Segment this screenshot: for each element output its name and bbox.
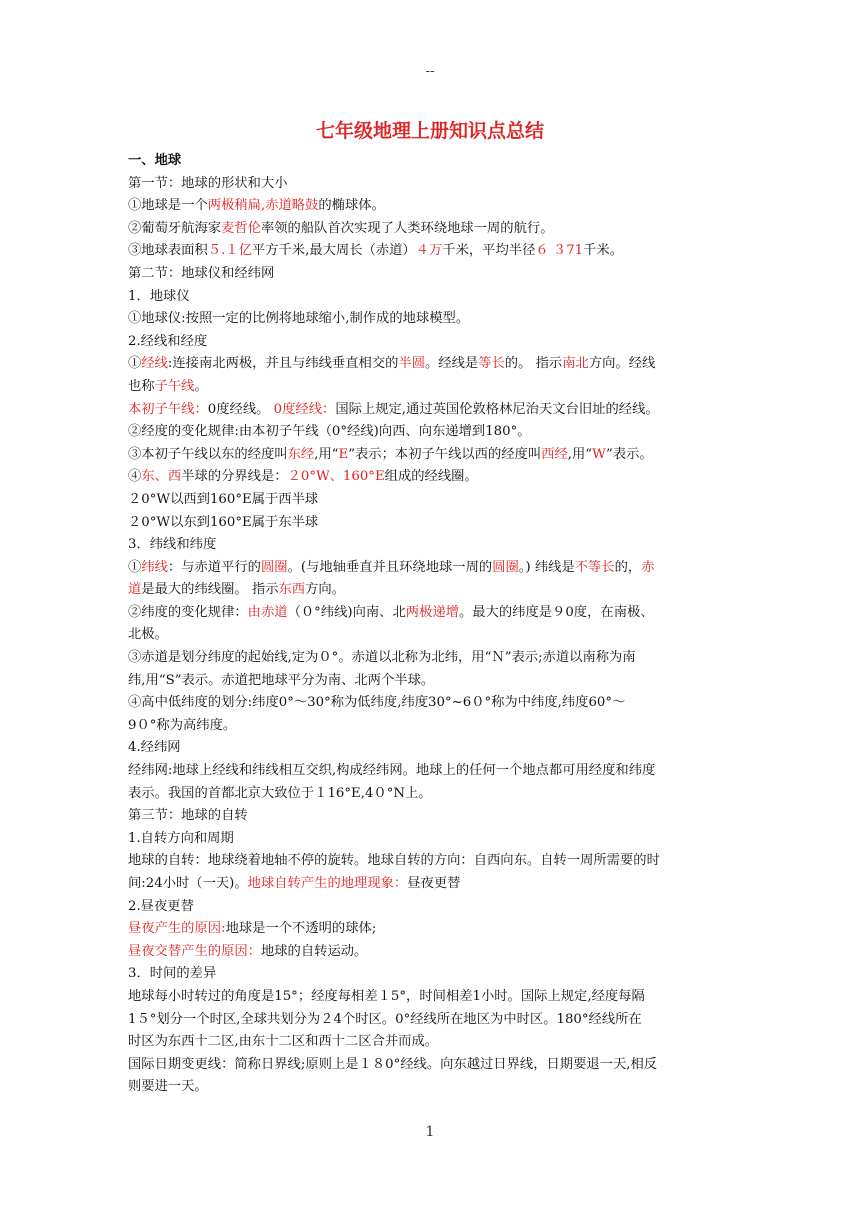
text-line	[128, 963, 736, 986]
highlight-text: ２0°W、160°E	[287, 469, 385, 485]
body-text: ２0°W以西到160°E属于西半球	[128, 491, 319, 507]
text-line	[128, 466, 736, 489]
body-text: ②葡萄牙航海家	[128, 220, 222, 236]
highlight-text: ４万	[415, 243, 443, 259]
text-line	[128, 896, 736, 919]
body-text: ,用“	[314, 446, 339, 462]
body-text: 。	[194, 378, 208, 394]
body-text: 第二节：地球仪和经纬网	[128, 265, 275, 281]
body-text: 3．纬线和纬度	[128, 537, 217, 553]
section-heading: 一、地球	[128, 153, 182, 168]
body-text: 国际上规定,通过英国伦敦格林尼治天文台旧址的经线。	[335, 401, 659, 417]
highlight-text: 东经	[287, 446, 315, 462]
highlight-text: 赤	[641, 559, 655, 575]
body-text: 3．时间的差异	[128, 966, 217, 982]
text-line	[128, 489, 736, 512]
highlight-text: 圆圈	[492, 559, 519, 575]
text-line	[128, 670, 736, 693]
text-line	[128, 240, 736, 263]
highlight-text: 由赤道	[247, 604, 288, 620]
text-line	[128, 760, 736, 783]
text-line	[128, 376, 736, 399]
body-text: ２0°W以东到160°E属于东半球	[128, 514, 319, 530]
body-text: ②纬度的变化规律：	[128, 604, 248, 620]
text-line	[128, 647, 736, 670]
body-text: 地球的自转：地球绕着地轴不停的旋转。地球自转的方向：自西向东。自转一周所需要的时	[128, 853, 660, 869]
highlight-text: 西经	[541, 446, 568, 462]
body-text: ②经度的变化规律:由本初子午线（0°经线)向西、向东递增到180°。	[128, 424, 531, 440]
body-text: （０°纬线)向南、北	[287, 604, 406, 620]
body-text: 纬,用“S”表示。赤道把地球平分为南、北两个半球。	[128, 672, 435, 688]
body-text: 1５°划分一个时区,全球共划分为２4个时区。0°经线所在地区为中时区。180°经线所在	[128, 1011, 642, 1027]
body-text: 则要进一天。	[128, 1079, 208, 1095]
body-text: 间:24小时（一天)。	[128, 876, 248, 891]
body-text: ①地球仪:按照一定的比例将地球缩小,制作成的地球模型。	[128, 311, 470, 327]
highlight-text: 道	[128, 582, 142, 598]
body-text: 时区为东西十二区,由东十二区和西十二区合并而成。	[128, 1034, 439, 1050]
text-line	[128, 421, 736, 444]
text-line	[128, 1054, 736, 1077]
body-text: 率领的船队首次实现了人类环绕地球一周的航行。	[260, 220, 554, 236]
body-text: ”表示；本初子午线以西的经度叫	[348, 446, 542, 462]
document-body	[128, 150, 736, 1099]
body-text: 第三节：地球的自转	[128, 808, 248, 824]
highlight-text: 等长	[478, 356, 505, 372]
text-line	[128, 579, 736, 602]
text-line	[128, 805, 736, 828]
text-line	[128, 308, 736, 331]
body-text: 地球每小时转过的角度是15°；经度每相差１5°，时间相差1小时。国际上规定,经度每隔	[128, 988, 645, 1004]
text-line	[128, 173, 736, 196]
page-title: 七年级地理上册知识点总结	[315, 120, 544, 142]
body-text: 国际日期变更线：简称日界线;原则上是１８0°经线。向东越过日界线，日期要退一天,相反	[128, 1056, 658, 1072]
text-line	[128, 737, 736, 760]
body-text: 1.自转方向和周期	[128, 830, 234, 846]
text-line	[128, 150, 736, 173]
text-line	[128, 353, 736, 376]
body-text: 。) 纬线是	[518, 559, 575, 575]
body-text: 2.经线和经度	[128, 333, 208, 349]
body-text: 地球是一个不透明的球体;	[225, 921, 377, 937]
body-text: ①	[128, 559, 142, 575]
body-text: ④高中低纬度的划分:纬度0°～30°称为低纬度,纬度30°~6０°称为中纬度,纬度60°～	[128, 695, 626, 711]
highlight-text: 东西	[278, 582, 306, 598]
body-text: 。(与地轴垂直并且环绕地球一周的	[287, 559, 493, 575]
body-text: ①	[128, 356, 142, 372]
text-line	[128, 850, 736, 873]
body-text: 经纬网:地球上经线和纬线相互交织,构成经纬网。地球上的任何一个地点都可用经度和纬度	[128, 763, 656, 779]
body-text: 也称	[128, 378, 155, 394]
body-text: ,用“	[567, 446, 593, 462]
body-text: 方向。	[305, 582, 345, 598]
text-line	[128, 828, 736, 851]
highlight-text: 0度经线：	[273, 401, 336, 417]
highlight-text: 本初子午线：	[128, 401, 208, 417]
body-text: ③本初子午线以东的经度叫	[128, 446, 288, 462]
text-line	[128, 715, 736, 738]
body-text: 的椭球体。	[318, 198, 385, 214]
text-line	[128, 512, 736, 535]
body-text: ③地球表面积	[128, 243, 208, 259]
body-text: 组成的经线圈。	[384, 469, 478, 485]
body-text: 0度经线。	[207, 401, 274, 417]
text-line	[128, 263, 736, 286]
text-line	[128, 1009, 736, 1032]
page-number: 1	[425, 1124, 435, 1140]
body-text: 的，	[614, 559, 642, 575]
highlight-text: 不等长	[574, 559, 615, 575]
body-text: 第一节：地球的形状和大小	[128, 175, 288, 191]
highlight-text: 东、西	[141, 469, 182, 485]
body-text: 9０°称为高纬度。	[128, 717, 237, 733]
body-text: 。最大的纬度是９0度，在南极、	[458, 604, 654, 620]
text-line	[128, 1031, 736, 1054]
body-text: 千米，平均半径	[442, 243, 536, 259]
highlight-text: ５.１亿	[207, 243, 252, 259]
text-line	[128, 941, 736, 964]
highlight-text: 地球自转产生的地理现象：	[247, 876, 408, 891]
text-line	[128, 218, 736, 241]
body-text: ③赤道是划分纬度的起始线,定为０°。赤道以北称为北纬，用“Ｎ”表示;赤道以南称为南	[128, 650, 636, 666]
body-text: 平方千米,最大周长（赤道）	[251, 243, 416, 259]
body-text: 方向。经线	[588, 356, 656, 372]
body-text: ”表示。	[606, 446, 653, 462]
highlight-text: 南北	[562, 356, 589, 372]
highlight-text: 纬线	[141, 559, 168, 575]
highlight-text: W	[592, 446, 607, 462]
body-text: ①地球是一个	[128, 198, 208, 214]
body-text: 地球的自转运动。	[260, 943, 368, 959]
text-line	[128, 918, 736, 941]
highlight-text: 圆圈	[260, 559, 288, 575]
highlight-text: 两极稍扁,赤道略鼓	[207, 198, 319, 214]
highlight-text: 经线	[141, 356, 168, 372]
body-text: 是最大的纬线圈。 指示	[141, 582, 279, 598]
body-text: 半球的分界线是：	[181, 469, 288, 485]
highlight-text: 两极递增	[405, 604, 459, 620]
body-text: 北极。	[128, 627, 168, 643]
highlight-text: E	[338, 446, 349, 462]
body-text: 1．地球仪	[128, 288, 190, 304]
text-line	[128, 692, 736, 715]
highlight-text: 昼夜产生的原因:	[128, 921, 226, 937]
page-header: --	[425, 64, 435, 79]
text-line	[128, 444, 736, 467]
body-text: ④	[128, 469, 142, 485]
body-text: ：与赤道平行的	[167, 559, 261, 575]
body-text: 。经线是	[425, 356, 479, 372]
body-text: :连接南北两极，并且与纬线垂直相交的	[167, 356, 399, 372]
text-line	[128, 602, 736, 625]
body-text: 2.昼夜更替	[128, 898, 194, 914]
body-text: 表示。我国的首都北京大致位于１16°E,4０°N上。	[128, 785, 432, 801]
body-text: 的。 指示	[504, 356, 563, 372]
highlight-text: 昼夜交替产生的原因：	[128, 943, 261, 959]
text-line	[128, 286, 736, 309]
body-text: 昼夜更替	[407, 876, 461, 891]
highlight-text: 半圆	[398, 356, 426, 372]
highlight-text: 麦哲伦	[221, 220, 261, 236]
text-line	[128, 331, 736, 354]
highlight-text: 子午线	[154, 378, 195, 394]
text-line	[128, 624, 736, 647]
body-text: 千米。	[583, 243, 624, 259]
highlight-text: ６ ３71	[535, 243, 584, 259]
text-line	[128, 986, 736, 1009]
text-line	[128, 873, 736, 896]
text-line	[128, 557, 736, 580]
text-line	[128, 783, 736, 806]
text-line	[128, 534, 736, 557]
text-line	[128, 1076, 736, 1099]
text-line	[128, 399, 736, 422]
body-text: 4.经纬网	[128, 740, 181, 756]
text-line	[128, 195, 736, 218]
